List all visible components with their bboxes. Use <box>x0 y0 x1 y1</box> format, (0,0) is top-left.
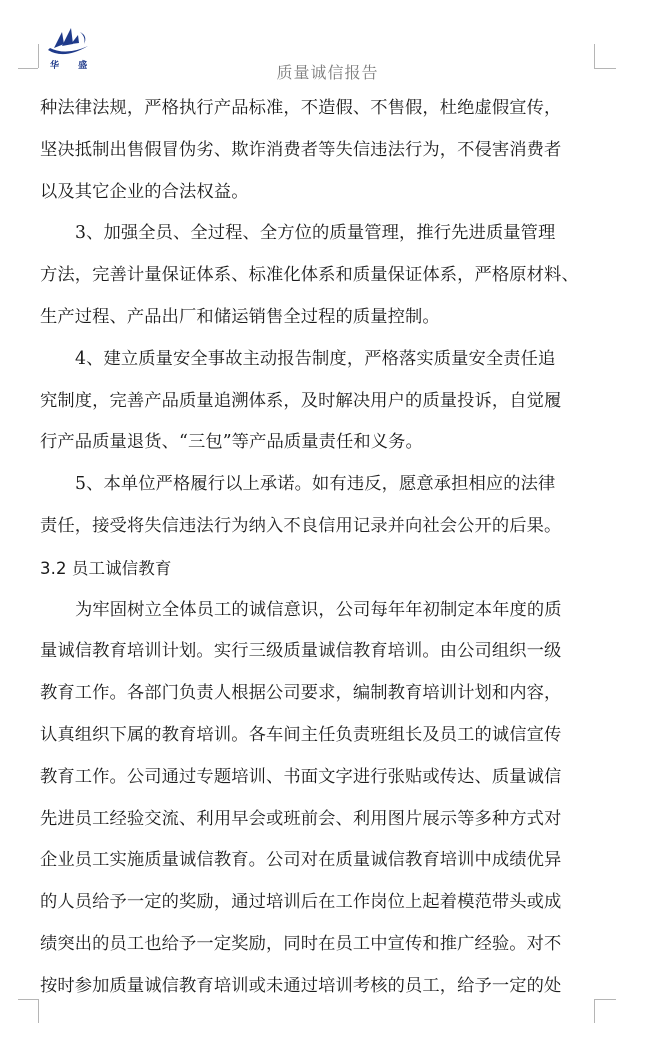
text-line: 3、加强全员、全过程、全方位的质量管理，推行先进质量管理 <box>75 223 556 244</box>
text-line: 以及其它企业的合法权益。 <box>40 181 249 202</box>
text-line: 坚决抵制出售假冒伪劣、欺诈消费者等失信违法行为，不侵害消费者 <box>40 139 562 160</box>
text-line: 按时参加质量诚信教育培训或未通过培训考核的员工，给予一定的处 <box>40 975 562 996</box>
section-heading: 3.2 员工诚信教育 <box>40 558 172 578</box>
text-line: 教育工作。各部门负责人根据公司要求，编制教育培训计划和内容， <box>40 683 562 704</box>
text-line: 种法律法规，严格执行产品标准，不造假、不售假，杜绝虚假宣传， <box>40 98 562 118</box>
text-line: 究制度，完善产品质量追溯体系，及时解决用户的质量投诉，自觉履 <box>40 390 562 411</box>
text-line: 4、建立质量安全事故主动报告制度，严格落实质量安全责任追 <box>75 348 556 369</box>
logo-text: 华 盛 <box>50 61 96 71</box>
body-text <box>40 88 596 1008</box>
text-line: 责任，接受将失信违法行为纳入不良信用记录并向社会公开的后果。 <box>40 515 562 536</box>
text-line: 的人员给予一定的奖励，通过培训后在工作岗位上起着模范带头或成 <box>40 892 562 913</box>
text-line: 5、本单位严格履行以上承诺。如有违反，愿意承担相应的法律 <box>75 474 556 495</box>
header-title: 质量诚信报告 <box>276 63 379 82</box>
text-line: 企业员工实施质量诚信教育。公司对在质量诚信教育培训中成绩优异 <box>40 850 562 871</box>
text-line: 为牢固树立全体员工的诚信意识，公司每年年初制定本年度的质 <box>75 599 562 620</box>
text-line: 量诚信教育培训计划。实行三级质量诚信教育培训。由公司组织一级 <box>40 641 562 662</box>
crop-mark-bottom-left-vertical <box>38 999 39 1023</box>
text-line: 行产品质量退货、“三包”等产品质量责任和义务。 <box>40 432 423 453</box>
text-line: 方法，完善计量保证体系、标准化体系和质量保证体系，严格原材料、 <box>40 265 579 286</box>
text-line: 教育工作。公司通过专题培训、书面文字进行张贴或传达、质量诚信 <box>40 766 562 787</box>
text-line: 绩突出的员工也给予一定奖励，同时在员工中宣传和推广经验。对不 <box>40 933 562 954</box>
crop-mark-bottom-left <box>18 999 38 1000</box>
crop-mark-bottom-right <box>594 999 616 1000</box>
text-line: 认真组织下属的教育培训。各车间主任负责班组长及员工的诚信宣传 <box>40 724 562 745</box>
text-line: 生产过程、产品出厂和储运销售全过程的质量控制。 <box>40 306 440 327</box>
text-line: 先进员工经验交流、利用早会或班前会、利用图片展示等多种方式对 <box>40 808 562 829</box>
